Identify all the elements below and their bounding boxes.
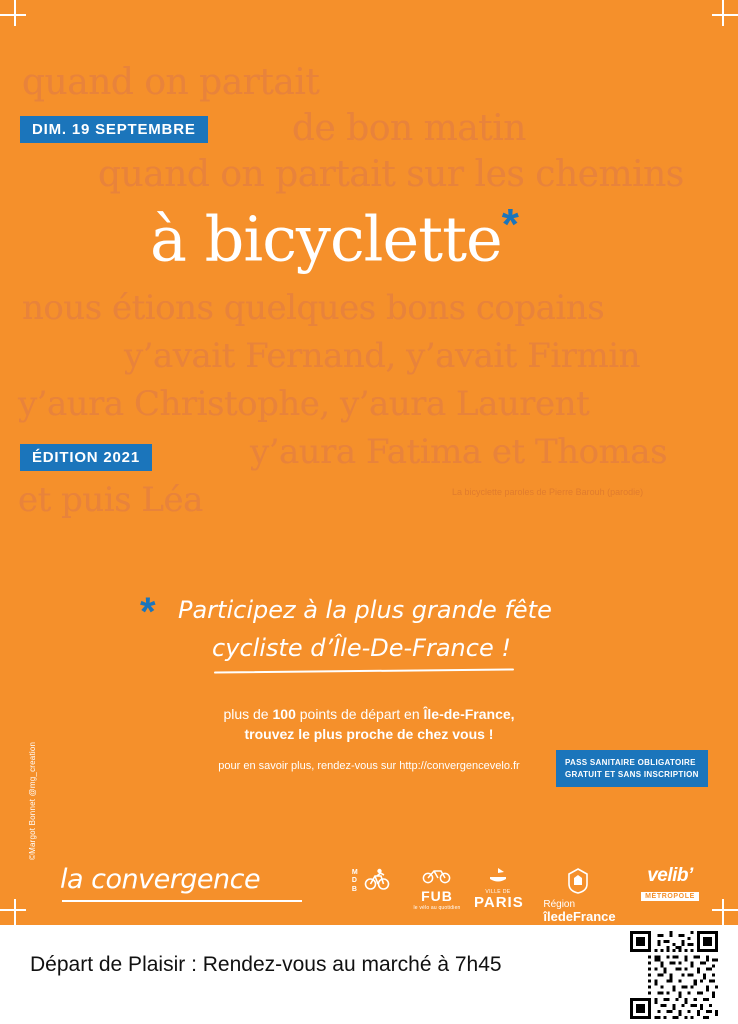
paris-logo (474, 866, 522, 910)
iledefrance-label: îledeFrance (543, 909, 616, 924)
velib-metropole-label: MÉTROPOLE (641, 892, 699, 901)
lyric-line-7: y’aura Fatima et Thomas (250, 432, 668, 472)
info-website[interactable]: pour en savoir plus, rendez-vous sur http://convergencevelo.fr (218, 760, 520, 772)
convergence-logo-underline (62, 900, 302, 902)
fub-bike-icon (422, 871, 452, 888)
bottom-info-bar (0, 925, 738, 1023)
fub-tagline: le vélo au quotidien (413, 905, 461, 911)
lyric-line-3: quand on partait sur les chemins (98, 154, 684, 195)
region-label: Région (543, 899, 576, 910)
cyclist-icon (364, 866, 390, 897)
mdb-logo (348, 866, 394, 897)
lyric-line-2: de bon matin (292, 108, 526, 149)
mdb-letters: M D B (351, 869, 358, 893)
paris-boat-icon (486, 871, 510, 888)
info-count: 100 (272, 706, 296, 722)
poster-title (150, 200, 518, 276)
info-line-2: trouvez le plus proche de chez vous ! (244, 726, 494, 742)
crop-mark-top-left-h (0, 14, 26, 16)
info-middle: points de départ en (295, 706, 424, 722)
crop-mark-top-right-h (712, 14, 738, 16)
lyric-line-5: y’avait Fernand, y’avait Firmin (124, 336, 640, 376)
region-emblem-icon (567, 868, 589, 899)
invite-line-2: cycliste d’Île-De-France ! (212, 634, 511, 662)
illustrator-credit: ©Margot Bonnet @mg_creation (28, 741, 37, 860)
info-prefix: plus de (223, 706, 273, 722)
crop-mark-top-left-v (14, 0, 16, 26)
qr-code-icon[interactable] (630, 931, 718, 1019)
date-badge: DIM. 19 SEPTEMBRE (20, 116, 208, 143)
lyric-line-6: y’aura Christophe, y’aura Laurent (18, 384, 590, 424)
fub-name: FUB (421, 888, 453, 904)
lyric-line-1: quand on partait (22, 62, 320, 103)
invite-asterisk: * (140, 590, 156, 634)
convergence-logo: la convergence (60, 864, 261, 895)
invite-underline (214, 668, 514, 673)
pass-sanitaire-badge (556, 750, 708, 787)
poster-title-text: à bicyclette (150, 202, 502, 276)
lyrics-credit: La bicyclette paroles de Pierre Barouh (parodie) (452, 487, 644, 497)
lyric-line-4: nous étions quelques bons copains (22, 288, 605, 328)
edition-badge: ÉDITION 2021 (20, 444, 152, 471)
footer-logo-row (0, 856, 738, 924)
invite-line-1: Participez à la plus grande fête (178, 596, 552, 624)
title-asterisk: * (501, 200, 518, 249)
pass-line-1: PASS SANITAIRE OBLIGATOIRE (565, 758, 696, 767)
departure-text: Départ de Plaisir : Rendez-vous au marché à 7h45 (30, 953, 502, 976)
velib-logo (632, 866, 708, 903)
fub-logo (406, 866, 468, 911)
info-line-1 (0, 706, 738, 722)
paris-ville-label: VILLE DE (485, 889, 511, 895)
region-iledefrance-logo (532, 868, 624, 924)
lyric-line-8: et puis Léa (18, 480, 203, 520)
paris-name: PARIS (474, 894, 524, 911)
crop-mark-top-right-v (722, 0, 724, 26)
velib-name: velib’ (647, 865, 693, 886)
info-region: Île-de-France, (423, 706, 515, 722)
pass-line-2: GRATUIT ET SANS INSCRIPTION (565, 769, 699, 779)
